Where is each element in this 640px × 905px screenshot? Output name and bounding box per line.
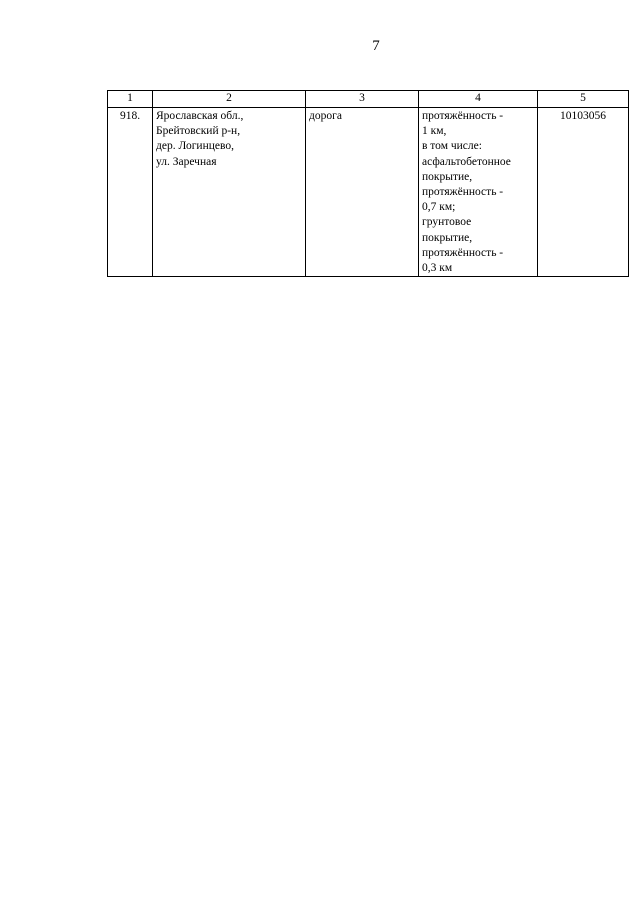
page-number: 7 xyxy=(372,38,380,54)
table-row xyxy=(108,108,629,277)
description-line: 1 км, xyxy=(422,125,447,138)
description-line: 0,7 км; xyxy=(422,201,456,214)
description-line: покрытие, xyxy=(422,231,473,244)
description-cell xyxy=(419,108,538,277)
description-line: 0,3 км xyxy=(422,262,453,275)
column-header-5: 5 xyxy=(538,91,629,108)
column-header-1: 1 xyxy=(108,91,153,108)
address-line: ул. Заречная xyxy=(156,155,217,168)
description-line: протяжённость - xyxy=(422,246,504,259)
address-line: дер. Логинцево, xyxy=(156,140,234,153)
address-cell xyxy=(153,108,306,277)
registry-table xyxy=(107,90,629,277)
column-header-2: 2 xyxy=(153,91,306,108)
row-number-cell: 918. xyxy=(108,108,153,277)
description-line: протяжённость - xyxy=(422,186,504,199)
description-line: грунтовое xyxy=(422,216,472,229)
registry-code-cell: 10103056 xyxy=(538,108,629,277)
address-line: Брейтовский р-н, xyxy=(156,125,241,138)
description-line: в том числе: xyxy=(422,140,482,153)
column-header-4: 4 xyxy=(419,91,538,108)
description-line: покрытие, xyxy=(422,170,473,183)
address-line: Ярославская обл., xyxy=(156,110,244,122)
description-line: протяжённость - xyxy=(422,110,504,122)
column-header-3: 3 xyxy=(306,91,419,108)
object-type-cell: дорога xyxy=(306,108,419,277)
table-header-row xyxy=(108,91,629,108)
description-line: асфальтобетонное xyxy=(422,155,511,168)
